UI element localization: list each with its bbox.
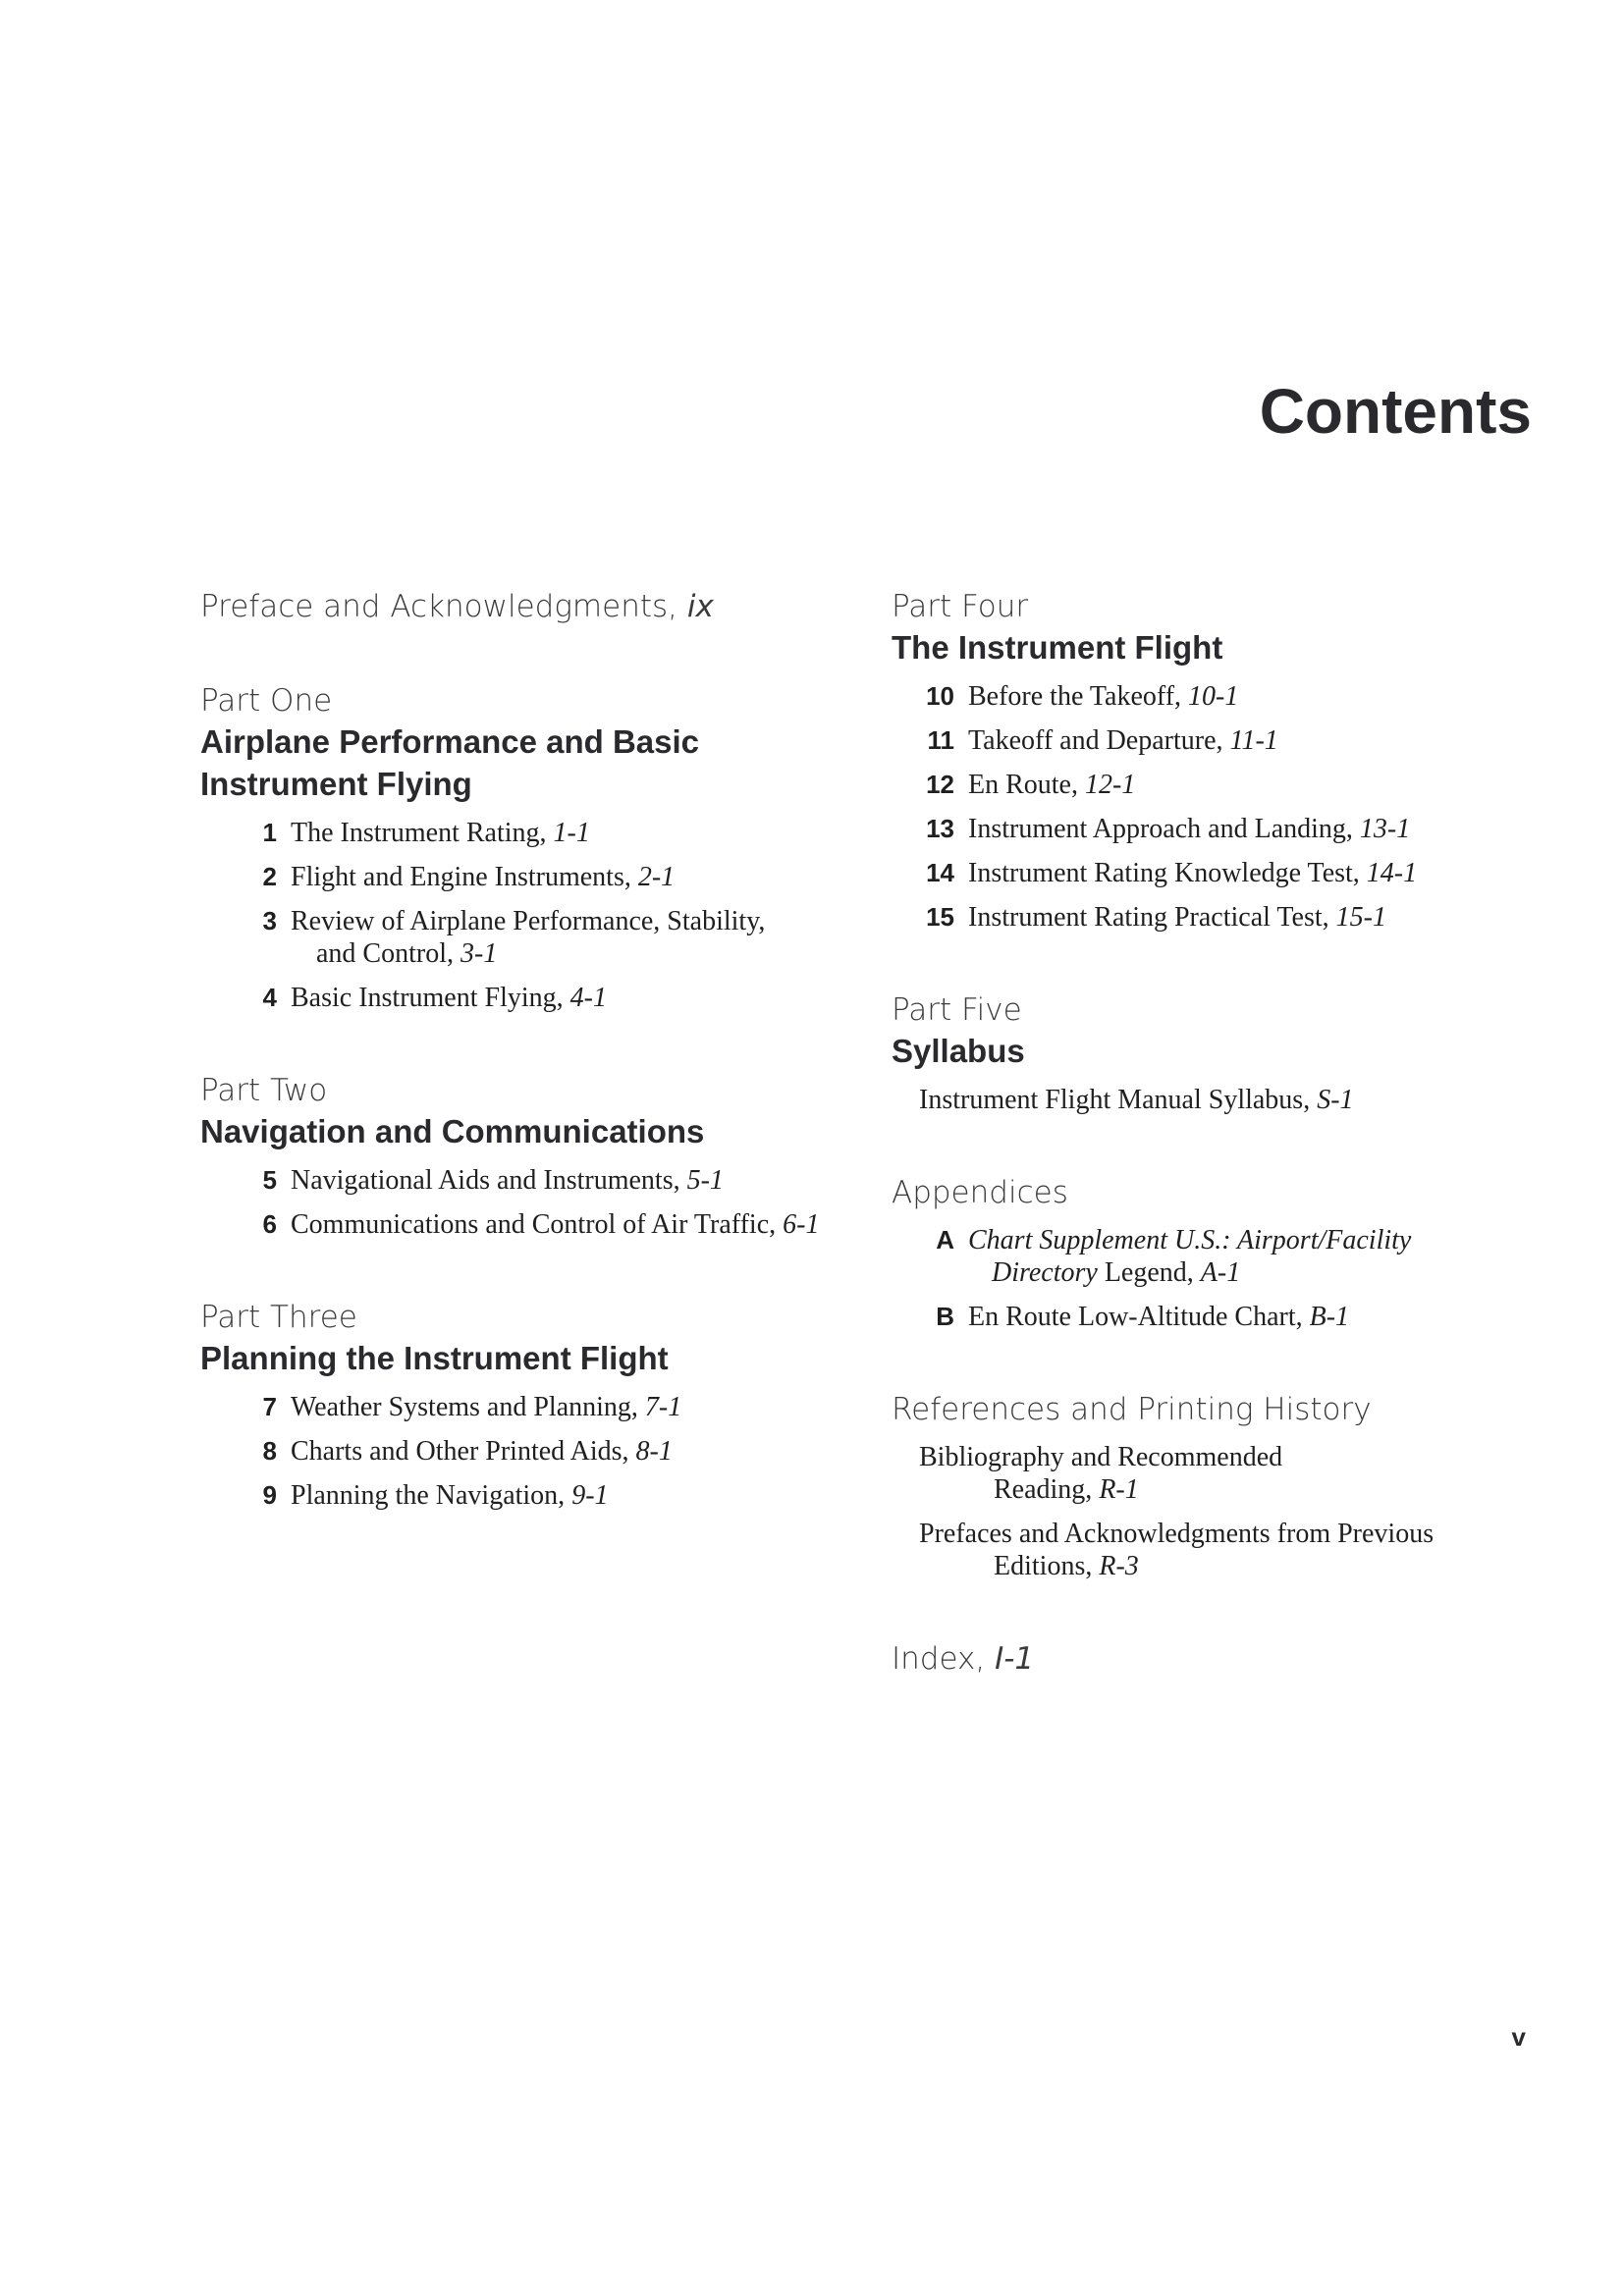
syllabus-page-ref: S-1	[1317, 1085, 1354, 1115]
reference-page-ref: R-1	[1099, 1474, 1139, 1505]
chapter-entry[interactable]	[919, 901, 1569, 934]
part-three	[200, 1298, 878, 1512]
chapter-list	[200, 1164, 878, 1241]
chapter-entry[interactable]	[242, 861, 878, 893]
chapter-page-ref: 5-1	[686, 1165, 724, 1196]
part-label: Part Five	[892, 992, 1022, 1028]
index-page-ref: I-1	[995, 1641, 1035, 1677]
part-title: The Instrument Flight	[892, 629, 1223, 666]
appendices-label: Appendices	[892, 1175, 1068, 1210]
chapter-number: 3	[262, 906, 277, 935]
chapter-page-ref: 14-1	[1366, 858, 1418, 888]
chapter-list	[200, 1391, 878, 1512]
reference-entry[interactable]	[919, 1518, 1569, 1582]
appendix-entry[interactable]	[919, 1301, 1569, 1333]
chapter-entry[interactable]	[242, 1435, 878, 1468]
preface-text: Preface and Acknowledgments,	[200, 589, 678, 624]
chapter-number: 6	[262, 1209, 277, 1239]
index-text: Index,	[892, 1641, 986, 1677]
chapter-title: Planning the Navigation,	[291, 1480, 566, 1511]
chapter-page-ref: 4-1	[569, 983, 607, 1013]
part-two	[200, 1071, 878, 1241]
chapter-title-continued: and Control,	[316, 938, 454, 969]
chapter-title: Communications and Control of Air Traffic,	[291, 1209, 777, 1240]
part-label: Part Three	[200, 1300, 357, 1335]
chapter-number: 13	[926, 814, 954, 843]
part-title: Planning the Instrument Flight	[200, 1340, 669, 1376]
chapter-title: Navigational Aids and Instruments,	[291, 1165, 680, 1196]
chapter-number: 14	[926, 858, 954, 887]
chapter-title: Before the Takeoff,	[968, 681, 1182, 712]
chapter-page-ref: 10-1	[1188, 681, 1239, 712]
chapter-page-ref: 15-1	[1335, 902, 1386, 933]
chapter-title: Review of Airplane Performance, Stability,	[291, 906, 766, 936]
appendices	[892, 1173, 1569, 1333]
syllabus-title: Instrument Flight Manual Syllabus,	[919, 1085, 1311, 1115]
chapter-number: 2	[262, 862, 277, 891]
syllabus-entry[interactable]	[919, 1084, 1569, 1116]
appendix-title-suffix: Legend,	[1104, 1257, 1194, 1288]
chapter-entry[interactable]	[242, 817, 878, 849]
references-label: References and Printing History	[892, 1392, 1372, 1427]
part-title: Navigation and Communications	[200, 1113, 705, 1149]
chapter-entry[interactable]	[242, 1479, 878, 1512]
chapter-title: Weather Systems and Planning,	[291, 1392, 638, 1422]
part-title-line: Instrument Flying	[200, 766, 472, 802]
chapter-page-ref: 13-1	[1359, 814, 1411, 844]
page-number: v	[1511, 2022, 1526, 2052]
chapter-page-ref: 6-1	[783, 1209, 820, 1240]
chapter-title: Instrument Rating Knowledge Test,	[968, 858, 1360, 888]
chapter-number: 15	[926, 902, 954, 932]
part-title: Syllabus	[892, 1033, 1025, 1069]
chapter-number: 11	[927, 725, 954, 755]
chapter-page-ref: 3-1	[460, 938, 498, 969]
toc-left-column	[200, 587, 878, 1569]
appendix-page-ref: A-1	[1200, 1257, 1241, 1288]
chapter-number: 5	[262, 1165, 277, 1195]
toc-right-column	[892, 587, 1569, 1679]
index-entry[interactable]	[892, 1639, 1569, 1679]
chapter-entry[interactable]	[919, 724, 1569, 757]
chapter-page-ref: 8-1	[635, 1436, 673, 1467]
references	[892, 1390, 1569, 1582]
appendix-title: En Route Low-Altitude Chart,	[968, 1302, 1303, 1332]
chapter-title: Basic Instrument Flying,	[291, 983, 564, 1013]
reference-entry[interactable]	[919, 1441, 1569, 1506]
part-five	[892, 990, 1569, 1116]
chapter-page-ref: 2-1	[637, 862, 676, 892]
chapter-entry[interactable]	[919, 680, 1569, 713]
chapter-title: Takeoff and Departure,	[968, 725, 1223, 756]
chapter-entry[interactable]	[919, 769, 1569, 801]
page-title: Contents	[1259, 376, 1532, 447]
chapter-entry[interactable]	[242, 1164, 878, 1197]
reference-title-continued: Editions,	[994, 1551, 1093, 1581]
appendix-title-continued: Directory	[992, 1257, 1098, 1288]
chapter-entry[interactable]	[242, 905, 878, 970]
part-one	[200, 681, 878, 1014]
chapter-page-ref: 7-1	[644, 1392, 682, 1422]
chapter-page-ref: 1-1	[553, 818, 590, 848]
reference-page-ref: R-3	[1099, 1551, 1139, 1581]
chapter-title: En Route,	[968, 770, 1078, 800]
part-title-line: Airplane Performance and Basic	[200, 723, 700, 760]
part-label: Part Two	[200, 1073, 328, 1108]
chapter-title: Flight and Engine Instruments,	[291, 862, 631, 892]
reference-title: Prefaces and Acknowledgments from Previous	[919, 1519, 1435, 1549]
appendix-page-ref: B-1	[1309, 1302, 1350, 1332]
chapter-page-ref: 12-1	[1085, 770, 1136, 800]
part-four	[892, 587, 1569, 934]
chapter-entry[interactable]	[919, 813, 1569, 845]
chapter-number: 12	[926, 770, 954, 799]
chapter-number: 9	[262, 1480, 277, 1510]
appendix-entry[interactable]	[919, 1224, 1569, 1289]
chapter-title: Instrument Approach and Landing,	[968, 814, 1353, 844]
chapter-number: 10	[926, 681, 954, 711]
appendix-letter: B	[936, 1302, 954, 1331]
reference-title-continued: Reading,	[994, 1474, 1093, 1505]
part-label: Part One	[200, 683, 333, 719]
chapter-title: Charts and Other Printed Aids,	[291, 1436, 629, 1467]
chapter-page-ref: 11-1	[1229, 725, 1278, 756]
chapter-entry[interactable]	[919, 857, 1569, 889]
preface-page-ref: ix	[686, 589, 714, 624]
chapter-number: 8	[262, 1436, 277, 1466]
chapter-entry[interactable]	[242, 1208, 878, 1241]
chapter-title: Instrument Rating Practical Test,	[968, 902, 1329, 933]
chapter-list	[892, 680, 1569, 934]
chapter-title: The Instrument Rating,	[291, 818, 547, 848]
chapter-page-ref: 9-1	[571, 1480, 609, 1511]
chapter-number: 7	[262, 1392, 277, 1421]
part-label: Part Four	[892, 589, 1029, 624]
appendix-title: Chart Supplement U.S.: Airport/Facility	[968, 1225, 1412, 1255]
preface-entry[interactable]	[200, 587, 878, 626]
part-title	[200, 721, 878, 805]
chapter-number: 1	[262, 818, 277, 847]
reference-title: Bibliography and Recommended	[919, 1442, 1283, 1472]
appendix-list	[892, 1224, 1569, 1333]
chapter-number: 4	[262, 983, 277, 1012]
chapter-entry[interactable]	[242, 1391, 878, 1423]
appendix-letter: A	[936, 1225, 954, 1255]
chapter-list	[200, 817, 878, 1014]
chapter-entry[interactable]	[242, 982, 878, 1014]
